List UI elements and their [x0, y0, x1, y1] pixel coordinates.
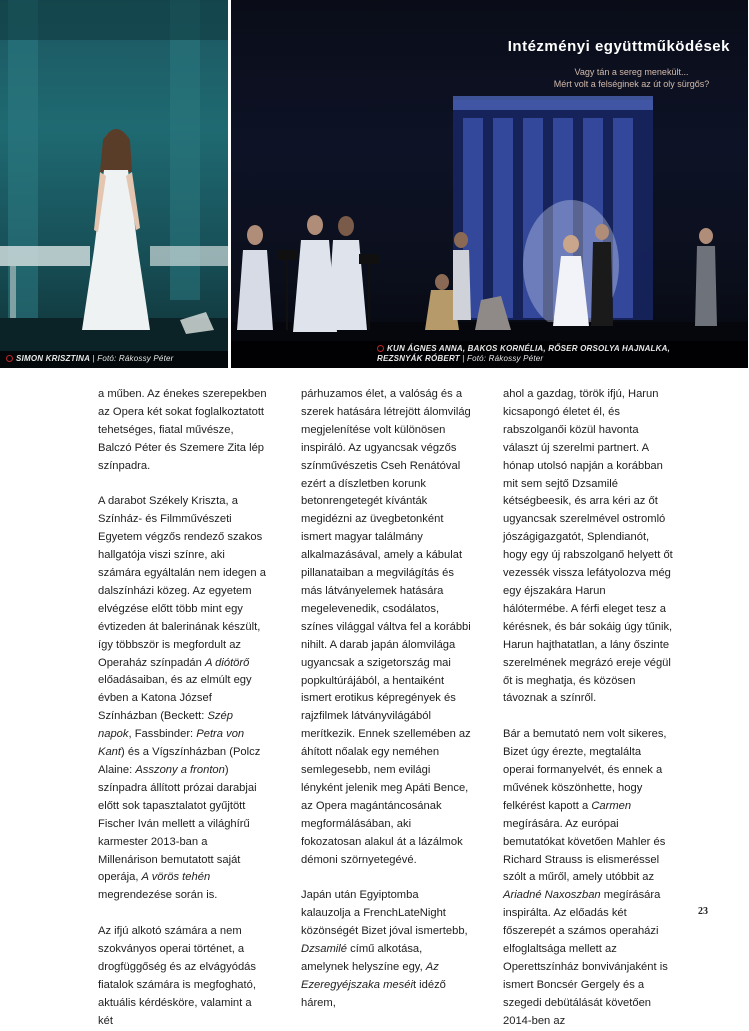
italic-title: A diótörő [204, 656, 250, 669]
photo-caption-left: SIMON KRISZTINA | Fotó: Rákossy Péter [0, 351, 228, 368]
text-column-1 [98, 386, 268, 1031]
caption-names-line-1: KUN ÁGNES ANNA, BAKOS KORNÉLIA, RŐSER ORSOLYA HAJNALKA, [387, 344, 671, 353]
photo-ensemble [231, 0, 748, 368]
text-run: ) színpadra állított prózai darabjai előtt sok tapasztalatot gyűjtött Fischer Iván mellett a világhírű karmester 2013-ban a Millenárison bemutatott saját operája, [98, 764, 257, 884]
italic-title: Az Ezeregyéjszaka meséi [301, 960, 439, 991]
text-column-2 [301, 386, 471, 1013]
page-number: 23 [698, 906, 708, 917]
italic-title: Carmen [591, 799, 632, 812]
section-title: Intézményi együttműködések [507, 38, 730, 55]
text-run: ) és a Vígszínházban (Polcz Alaine: [98, 746, 261, 777]
paragraph: Az ifjú alkotó számára a nem szokványos operai történet, a drogfüggőség és az elvágyódás fiatalok számára is megfogható, aktuális kérdésköre, valamint a két [98, 925, 256, 1027]
italic-title: Asszony a fronton [135, 764, 225, 777]
text-run: megírására inspirálta. Az előadás két főszerepét a számos operaházi elfoglaltsága mellett az Operettszínház bonvivánjaként is ismert Boncsér Gergely és a szegedi debütálását követően 2014-ben az [503, 889, 668, 1027]
text-run: t idéző hárem, [301, 978, 446, 1009]
italic-title: Dzsamilé [301, 943, 348, 956]
text-run: , Fassbinder: [128, 728, 197, 741]
paragraph: ahol a gazdag, török ifjú, Harun kicsapongó életet él, és rabszolganői közül havonta választ új szerelmi partnert. A hónap utolsó napján a korábban mit sem sejtő Dzsamilé kétségbeesik, és arra kéri az őt ugyancsak szerelmével ostromló jószágigazgatót, Splendianót, hogy egy új rabszolganő helyett őt vezessék vissza lefátyolozva még egy éjszakára Harun hálótermébe. A férfi eleget tesz a kérésnek, és bár sokáig úgy tűnik, Harun hajthatatlan, a lány őszinte szerelmének megrázó ereje végül őt is meghatja, és közösen távoznak a színről. [503, 388, 673, 705]
paragraph [503, 726, 673, 1030]
caption-names: SIMON KRISZTINA [16, 354, 91, 363]
surtitle-line-1: Vagy tán a sereg menekült... [574, 67, 689, 77]
paragraph [301, 887, 471, 1012]
italic-title: A vörös tehén [141, 871, 211, 884]
italic-title: Ariadné Naxoszban [503, 889, 601, 902]
caption-ring-icon [6, 355, 13, 362]
text-column-3 [503, 386, 673, 1031]
caption-credit: Fotó: Rákossy Péter [97, 354, 174, 363]
stage-photo-left [0, 0, 228, 368]
text-run: előadásaiban, és az elmúlt egy évben a Katona József Színházban (Beckett: [98, 674, 252, 723]
italic-title: Szép napok [98, 710, 233, 741]
text-run: Japán után Egyiptomba kalauzolja a FrenchLateNight közönségét Bizet jóval ismertebb, [301, 889, 468, 938]
caption-credit: Fotó: Rákossy Péter [466, 354, 544, 363]
photo-simon-krisztina [0, 0, 228, 368]
text-run: megírására. Az európai bemutatókat követően Mahler és Richard Strauss is elismeréssel szólt a műről, amely utóbbit az [503, 817, 666, 884]
paragraph [98, 493, 268, 905]
caption-names-line-2: REZSNYÁK RÓBERT [377, 354, 460, 363]
text-run: A darabot Székely Kriszta, a Színház- és Filmművészeti Egyetem végzős rendező szakos hallgatója viszi színre, aki számára egyáltalán nem idegen a dalszínházi közeg. Az egyetem elvégzése előtt több mint egy évtizeden át balerinának készült, így többször is megfordult az Operaház színpadán [98, 495, 266, 669]
surtitle-line-2: Mért volt a felséginek az út oly sürgős? [553, 79, 710, 89]
text-run: megrendezése során is. [98, 889, 218, 902]
paragraph: a műben. Az énekes szerepekben az Opera két sokat foglalkoztatott tehetséges, fiatal művésze, Balczó Péter és Szemere Zita lép színpadra. [98, 388, 267, 472]
text-run: Bár a bemutató nem volt sikeres, Bizet úgy érezte, megtalálta operai formanyelvét, és ennek a művének köszönhette, hogy felkérést kapott a [503, 728, 667, 812]
photo-caption-right: KUN ÁGNES ANNA, BAKOS KORNÉLIA, RŐSER ORSOLYA HAJNALKA, REZSNYÁK RÓBERT | Fotó: Rákossy Péter [231, 341, 748, 368]
caption-ring-icon [377, 345, 384, 352]
stage-photo-right [231, 0, 748, 368]
text-run: című alkotása, amelynek helyszíne egy, [301, 943, 426, 973]
paragraph: párhuzamos élet, a valóság és a szerek hatására létrejött álomvilág megjelenítése volt különösen inspiráló. Az ugyancsak végzős színművészetis Cseh Renátóval ezért a díszletben korunk betonrengetegét kívánták megidézni az üvegbetonként ismert magyar találmány alkalmazásával, amely a kábulat pillanataiban a megvilágítás és más látványelemek hatására megelevenedik, csodálatos, színes világgal váltva fel a korábbi nihilt. A darab japán álomvilága ugyancsak a szigetország mai popkultúrájából, a hentaiként ismert erotikus képregények és rajzfilmek látványvilágából merítkezik. Ennek szellemében az áhított nőalak egy neméhen semlegesebb, nem evilági lényként jelenik meg Apáti Bence, az Opera magántáncosának megformálásában, aki fokozatosan alakul át a lázálmok démoni szörnyetegévé. [301, 388, 471, 866]
italic-title: Petra von Kant [98, 728, 245, 759]
surtitle-text [514, 66, 749, 90]
